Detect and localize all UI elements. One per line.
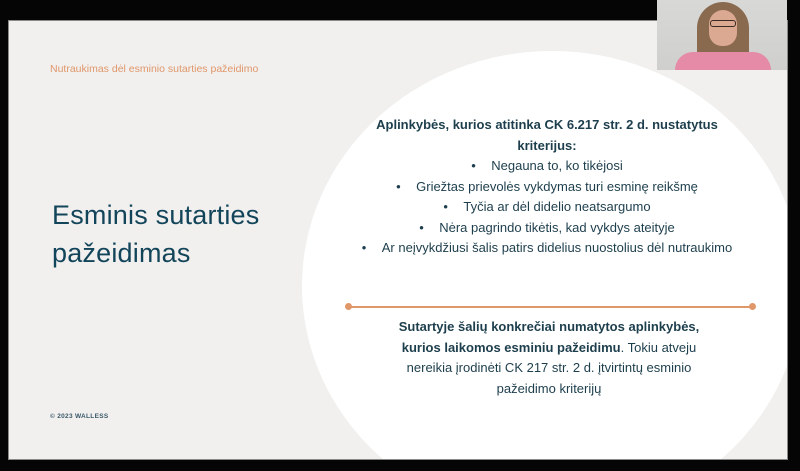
slide-subtitle: Nutraukimas dėl esminio sutarties pažeidimo xyxy=(50,63,259,75)
list-item: • Ar neįvykdžiusi šalis patirs didelius nuostolius dėl nutraukimo xyxy=(347,238,747,259)
person-face xyxy=(709,10,737,46)
copyright-footer: © 2023 WALLESS xyxy=(50,413,109,420)
glasses-icon xyxy=(710,20,736,27)
bullet-icon: • xyxy=(361,240,367,255)
webcam-video-tile[interactable] xyxy=(657,0,787,70)
divider-dot-right-icon xyxy=(749,303,756,310)
list-item: • Tyčia ar dėl didelio neatsargumo xyxy=(347,197,747,218)
divider-dot-left-icon xyxy=(345,303,352,310)
criteria-list xyxy=(347,156,747,259)
list-item: • Nėra pagrindo tikėtis, kad vykdys ateityje xyxy=(347,218,747,239)
bullet-icon: • xyxy=(443,199,448,214)
bullet-icon: • xyxy=(419,219,424,235)
criteria-block xyxy=(347,115,747,259)
criteria-heading: Aplinkybės, kurios atitinka CK 6.217 str. 2 d. nustatytus kriterijus: xyxy=(376,117,718,153)
divider-line xyxy=(348,306,752,308)
bullet-icon: • xyxy=(396,178,401,194)
bullet-icon: • xyxy=(471,158,476,173)
contract-terms-regular: . Tokiu atveju nereikia įrodinėti CK 217 str. 2 d. įtvirtintų esminio pažeidimo kriterijų xyxy=(406,339,697,396)
contract-terms-block xyxy=(389,317,709,399)
presentation-slide xyxy=(9,21,787,459)
list-item: • Negauna to, ko tikėjosi xyxy=(347,156,747,177)
slide-title: Esminis sutarties pažeidimas xyxy=(52,200,260,269)
person-shirt xyxy=(675,52,771,70)
contract-terms-bold: Sutartyje šalių konkrečiai numatytos aplinkybės, kurios laikomos esminiu pažeidimu xyxy=(398,319,700,355)
list-item: • Griežtas prievolės vykdymas turi esminę reikšmę xyxy=(347,177,747,198)
